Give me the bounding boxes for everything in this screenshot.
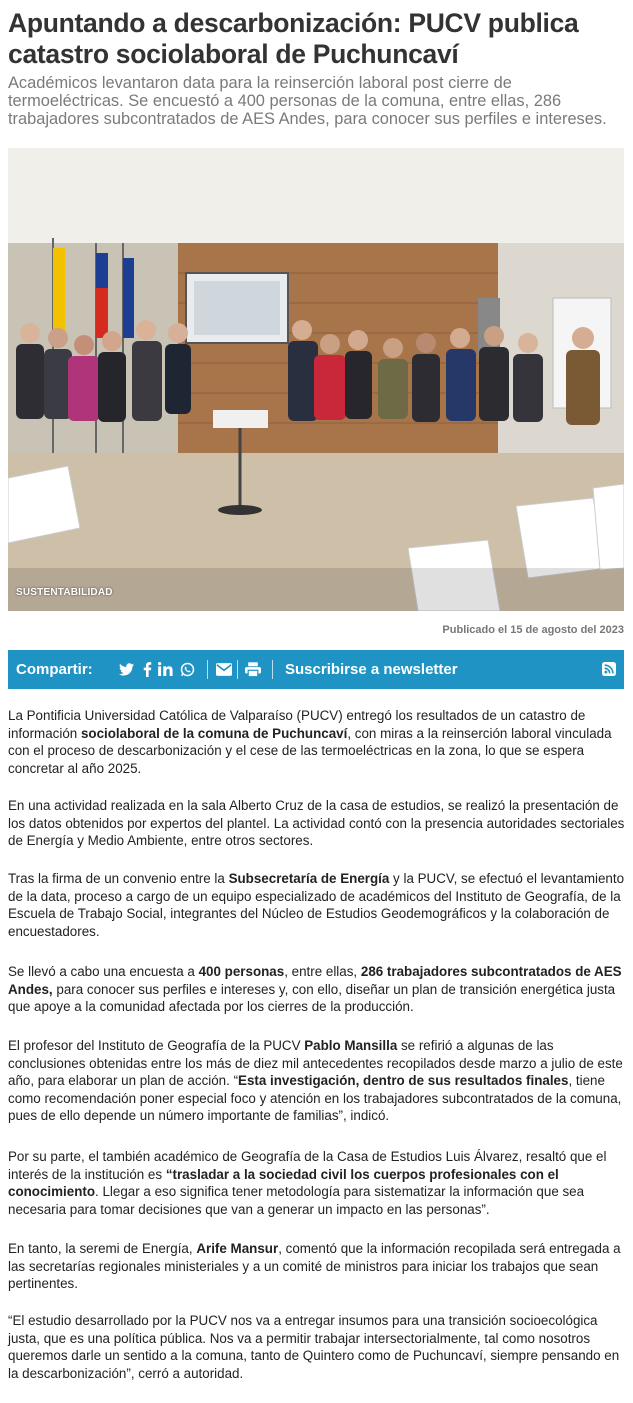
- article-title: Apuntando a descarbonización: PUCV publica catastro sociolaboral de Puchuncaví: [8, 8, 579, 69]
- bold-text: “trasladar a la sociedad civil los cuerpos profesionales con el conocimiento: [8, 1166, 559, 1199]
- paragraph-text: En tanto, la seremi de Energía,: [8, 1241, 197, 1256]
- email-icon[interactable]: [215, 660, 233, 678]
- article-paragraph: [8, 870, 626, 940]
- group-photo-illustration: [8, 148, 624, 611]
- paragraph-text: “El estudio desarrollado por la PUCV nos va a entregar insumos para una transición socioecológica justa, que es una política pública. Nos va a permitir trabajar intersectorialmente, tal como nosotros queremos darle un sentido a la comuna, tanto de Quintero como de Puchuncaví, siempre pensando en la descarbonización”, cerró a autoridad.: [8, 1313, 620, 1381]
- share-divider: [272, 660, 273, 679]
- twitter-icon[interactable]: [117, 660, 135, 678]
- share-bar: [8, 650, 624, 689]
- share-divider: [207, 660, 208, 679]
- linkedin-icon[interactable]: [156, 660, 174, 678]
- paragraph-text: , comentó que la información recopilada será entregada a las secretarías regionales ministeriales y a un comité de ministros para iniciar los trabajos que sean pertinentes.: [8, 1241, 621, 1291]
- bold-text: 400 personas: [198, 964, 285, 979]
- facebook-icon[interactable]: [138, 660, 156, 678]
- share-label: Compartir:: [16, 661, 93, 678]
- article-paragraph: [8, 707, 626, 777]
- paragraph-text: para conocer sus perfiles e intereses y, con ello, diseñar un plan de transición energética justa que apoye a la comunidad afectada por los cierres de la producción.: [8, 981, 616, 1014]
- bold-text: sociolaboral de la comuna de Puchuncaví: [80, 725, 348, 741]
- category-tag[interactable]: SUSTENTABILIDAD: [16, 587, 113, 598]
- bold-text: Esta investigación, dentro de sus resultados finales: [238, 1073, 569, 1088]
- paragraph-text: , entre ellas,: [284, 964, 361, 979]
- paragraph-text: Se llevó a cabo una encuesta a: [8, 964, 199, 979]
- paragraph-text: La Pontificia Universidad Católica de Valparaíso (PUCV) entregó los resultados de un catastro de información: [8, 708, 586, 741]
- article-paragraph: [8, 963, 626, 1016]
- paragraph-text: y la PUCV, se efectuó el levantamiento de la data, proceso a cargo de un equipo especializado de académicos del Instituto de Geografía, de la Escuela de Trabajo Social, integrantes del Núcleo de Estudios Geodemográficos y la colaboración de encuestadores.: [8, 871, 625, 939]
- bold-text: 286 trabajadores subcontratados de AES Andes,: [8, 964, 622, 997]
- article-lead: Académicos levantaron data para la reinserción laboral post cierre de termoeléctricas. Se encuestó a 400 personas de la comuna, entre ellas, 286 trabajadores subcontratados de AES Andes, para conocer sus perfiles e intereses.: [8, 74, 607, 128]
- article-paragraph: [8, 1240, 626, 1293]
- paragraph-text: , tiene como recomendación poner especial foco y atención en los trabajadores subcontratados de la comuna, pues de ello depende un número importante de familias”, indicó.: [8, 1073, 622, 1123]
- bold-text: Arife Mansur: [196, 1241, 279, 1256]
- article-paragraph: [8, 1037, 626, 1125]
- paragraph-text: Tras la firma de un convenio entre la: [8, 871, 229, 886]
- article-paragraph: [8, 1312, 626, 1382]
- article-paragraph: [8, 797, 626, 850]
- newsletter-link[interactable]: Suscribirse a newsletter: [285, 661, 458, 678]
- publish-date: Publicado el 15 de agosto del 2023: [442, 624, 624, 636]
- paragraph-text: se refirió a algunas de las conclusiones obtenidas entre los más de diez mil antecedentes recopilados desde marzo a julio de este año, para elaborar un plan de acción. “: [8, 1038, 623, 1088]
- print-icon[interactable]: [244, 660, 262, 678]
- whatsapp-icon[interactable]: [178, 660, 196, 678]
- paragraph-text: En una actividad realizada en la sala Alberto Cruz de la casa de estudios, se realizó la presentación de los datos obtenidos por expertos del plantel. La actividad contó con la presencia autoridades sectoriales de Energía y Medio Ambiente, entre otros sectores.: [8, 798, 625, 848]
- paragraph-text: Por su parte, el también académico de Geografía de la Casa de Estudios Luis Álvarez, resaltó que el interés de la institución es: [8, 1149, 607, 1182]
- article-paragraph: [8, 1148, 626, 1218]
- share-divider: [237, 660, 238, 679]
- article-photo: [8, 148, 624, 611]
- bold-text: Subsecretaría de Energía: [228, 871, 390, 886]
- rss-icon[interactable]: [600, 660, 618, 678]
- paragraph-text: . Llegar a eso significa tener metodología para sistematizar la información que sea necesaria para tomar decisiones que van a generar un impacto en las personas”.: [8, 1184, 585, 1217]
- paragraph-text: El profesor del Instituto de Geografía de la PUCV: [8, 1038, 305, 1053]
- bold-text: Pablo Mansilla: [304, 1038, 398, 1053]
- paragraph-text: , con miras a la reinserción laboral vinculada con el proceso de descarbonización y el cese de las termoeléctricas en la zona, lo que se espera concretar al año 2025.: [8, 725, 612, 776]
